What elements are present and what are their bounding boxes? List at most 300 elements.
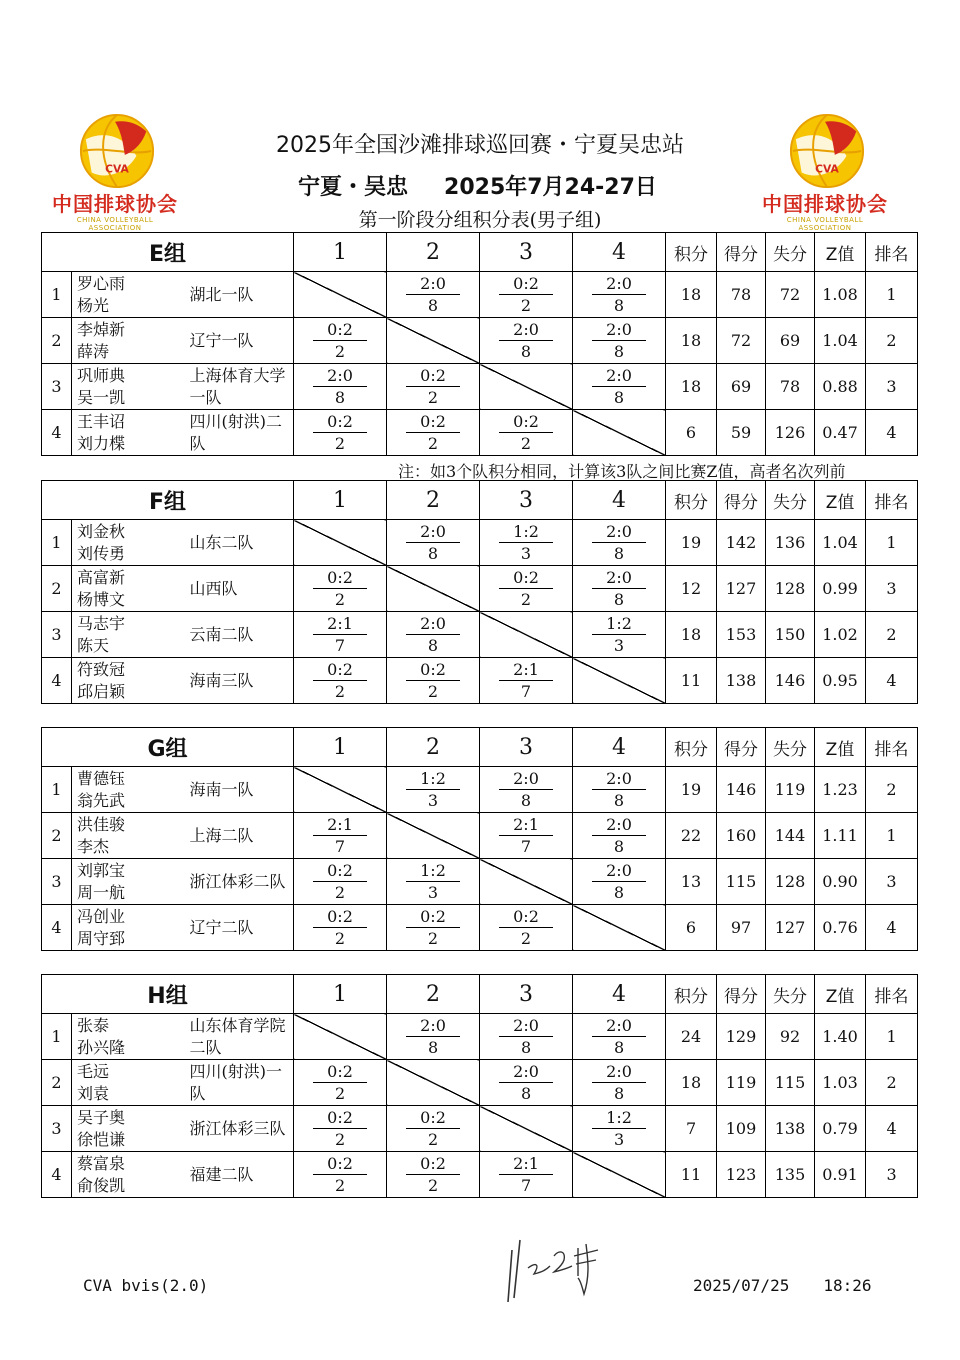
match-result [387,658,480,704]
player-2: 吴一凯 [77,387,126,407]
opponent-col-header: 4 [573,728,666,767]
table-row [42,1014,918,1060]
handwritten-signature [498,1220,628,1310]
table-row [42,1106,918,1152]
set-score: 0:2 [313,567,367,589]
opponent-col-header: 4 [573,975,666,1014]
player-2: 李杰 [77,836,110,856]
opponent-col-header: 2 [387,728,480,767]
player-names [72,566,190,612]
opponent-col-header: 4 [573,233,666,272]
seed-number: 2 [42,566,72,612]
match-points: 8 [520,342,532,361]
stat-scored: 160 [717,813,766,859]
cva-badge-text: CVA [815,162,839,176]
stat-points: 18 [666,318,717,364]
match-points: 3 [427,883,439,902]
stat-col-header-points: 积分 [666,481,717,520]
seed-number: 2 [42,813,72,859]
set-score: 2:0 [592,814,646,836]
stat-points: 7 [666,1106,717,1152]
software-version: CVA bvis(2.0) [83,1276,209,1295]
stat-scored: 109 [717,1106,766,1152]
group-table [41,974,918,1198]
team-name: 四川(射洪)一队 [190,1060,294,1106]
stat-col-header-z: Z值 [815,728,866,767]
team-name: 山东二队 [190,520,294,566]
stat-points: 24 [666,1014,717,1060]
set-score: 2:0 [499,768,553,790]
match-points: 2 [334,590,346,609]
seed-number: 2 [42,1060,72,1106]
stat-lost: 136 [766,520,815,566]
match-result [480,905,573,951]
match-result [294,905,387,951]
set-score: 0:2 [406,906,460,928]
stat-scored: 138 [717,658,766,704]
match-points: 8 [613,1084,625,1103]
stat-rank: 3 [866,859,918,905]
match-points: 7 [334,636,346,655]
set-score: 2:0 [592,1015,646,1037]
set-score: 0:2 [313,1107,367,1129]
page-title: 2025年全国沙滩排球巡回赛・宁夏吴忠站 [276,133,684,158]
stat-scored: 142 [717,520,766,566]
match-result [480,1152,573,1198]
match-result [294,658,387,704]
stat-points: 19 [666,520,717,566]
print-time: 18:26 [823,1276,872,1295]
stat-lost: 146 [766,658,815,704]
self-match-cell [480,364,573,410]
player-1: 高富新 [77,567,126,587]
stat-col-header-rank: 排名 [866,728,918,767]
table-row [42,1060,918,1106]
player-1: 蔡富泉 [77,1153,126,1173]
stat-rank: 4 [866,410,918,456]
match-points: 2 [334,883,346,902]
set-score: 2:1 [499,659,553,681]
stat-rank: 2 [866,1060,918,1106]
set-score: 0:2 [406,1107,460,1129]
stat-col-header-lost: 失分 [766,728,815,767]
opponent-col-header: 2 [387,233,480,272]
stat-points: 11 [666,658,717,704]
stat-lost: 92 [766,1014,815,1060]
self-match-cell [294,767,387,813]
player-2: 薛涛 [77,341,110,361]
stat-rank: 2 [866,318,918,364]
group-table [41,480,918,704]
match-points: 8 [613,388,625,407]
logo-name-en: CHINA VOLLEYBALL ASSOCIATION [76,216,154,232]
match-result [294,1152,387,1198]
stat-z: 1.04 [815,318,866,364]
seed-number: 3 [42,1106,72,1152]
set-score: 2:0 [406,1015,460,1037]
match-points: 2 [334,929,346,948]
set-score: 0:2 [499,567,553,589]
self-match-cell [294,1014,387,1060]
set-score: 0:2 [313,1061,367,1083]
match-points: 2 [427,929,439,948]
stat-rank: 4 [866,658,918,704]
match-points: 2 [334,342,346,361]
player-names [72,364,190,410]
stat-col-header-z: Z值 [815,233,866,272]
player-names [72,1014,190,1060]
match-result [294,364,387,410]
team-name: 辽宁二队 [190,905,294,951]
stat-points: 18 [666,364,717,410]
table-row [42,410,918,456]
stat-z: 1.23 [815,767,866,813]
seed-number: 3 [42,364,72,410]
match-points: 8 [520,791,532,810]
set-score: 2:1 [499,1153,553,1175]
self-match-cell [294,272,387,318]
set-score: 2:0 [406,521,460,543]
match-points: 8 [520,1084,532,1103]
stat-col-header-scored: 得分 [717,975,766,1014]
match-points: 2 [334,434,346,453]
self-match-cell [573,905,666,951]
match-result [294,859,387,905]
match-points: 7 [520,837,532,856]
stat-lost: 128 [766,859,815,905]
stat-points: 11 [666,1152,717,1198]
seed-number: 1 [42,767,72,813]
group-name: E组 [42,233,294,272]
stat-points: 6 [666,905,717,951]
match-result [480,767,573,813]
match-points: 3 [427,791,439,810]
cva-badge-text: CVA [105,162,129,176]
opponent-col-header: 3 [480,728,573,767]
player-names [72,658,190,704]
self-match-cell [573,658,666,704]
team-name: 湖北一队 [190,272,294,318]
player-1: 王丰诏 [77,411,126,431]
match-result [573,364,666,410]
stat-col-header-scored: 得分 [717,728,766,767]
stat-rank: 3 [866,566,918,612]
group-table [41,727,918,951]
match-points: 2 [334,1130,346,1149]
stat-scored: 69 [717,364,766,410]
player-names [72,1060,190,1106]
stat-rank: 1 [866,520,918,566]
match-points: 2 [520,296,532,315]
match-result [573,612,666,658]
event-date: 2025年7月24-27日 [444,175,657,200]
stat-rank: 2 [866,767,918,813]
stat-scored: 97 [717,905,766,951]
match-result [480,410,573,456]
group-table [41,232,918,456]
set-score: 2:0 [406,273,460,295]
seed-number: 4 [42,1152,72,1198]
set-score: 0:2 [499,411,553,433]
location-date-line [298,170,657,201]
self-match-cell [480,1106,573,1152]
self-match-cell [480,612,573,658]
set-score: 1:2 [499,521,553,543]
team-name: 上海二队 [190,813,294,859]
match-result [294,566,387,612]
table-row [42,272,918,318]
stat-lost: 126 [766,410,815,456]
player-2: 刘传勇 [77,543,126,563]
self-match-cell [387,1060,480,1106]
stat-lost: 135 [766,1152,815,1198]
stat-lost: 128 [766,566,815,612]
match-points: 2 [334,682,346,701]
self-match-cell [480,859,573,905]
match-points: 2 [427,1130,439,1149]
match-points: 2 [334,1176,346,1195]
stat-z: 1.08 [815,272,866,318]
set-score: 2:1 [313,613,367,635]
page-subtitle: 第一阶段分组积分表(男子组) [358,209,602,231]
player-1: 李焯新 [77,319,126,339]
player-1: 符致冠 [77,659,126,679]
stat-lost: 150 [766,612,815,658]
player-2: 俞俊凯 [77,1175,126,1195]
player-1: 冯创业 [77,906,126,926]
team-name: 辽宁一队 [190,318,294,364]
seed-number: 3 [42,612,72,658]
team-name: 四川(射洪)二队 [190,410,294,456]
seed-number: 1 [42,1014,72,1060]
match-points: 3 [613,636,625,655]
set-score: 2:0 [592,521,646,543]
team-name: 山东体育学院二队 [190,1014,294,1060]
set-score: 1:2 [592,1107,646,1129]
opponent-col-header: 4 [573,481,666,520]
player-names [72,905,190,951]
match-points: 8 [613,296,625,315]
match-points: 8 [613,883,625,902]
player-1: 巩师典 [77,365,126,385]
logo-name-cn: 中国排球协会 [762,192,888,216]
seed-number: 4 [42,905,72,951]
player-names [72,859,190,905]
seed-number: 1 [42,520,72,566]
match-result [387,364,480,410]
match-result [480,813,573,859]
set-score: 2:0 [592,365,646,387]
player-names [72,272,190,318]
player-1: 曹德钰 [77,768,126,788]
self-match-cell [387,813,480,859]
match-points: 8 [520,1038,532,1057]
team-name: 云南二队 [190,612,294,658]
stat-lost: 72 [766,272,815,318]
set-score: 0:2 [313,1153,367,1175]
table-row [42,1152,918,1198]
match-points: 7 [520,682,532,701]
seed-number: 2 [42,318,72,364]
stat-z: 0.88 [815,364,866,410]
match-points: 2 [427,1176,439,1195]
stat-points: 6 [666,410,717,456]
stat-z: 1.03 [815,1060,866,1106]
match-result [294,410,387,456]
stat-rank: 1 [866,813,918,859]
stat-scored: 129 [717,1014,766,1060]
set-score: 2:0 [592,567,646,589]
stat-z: 0.99 [815,566,866,612]
stat-scored: 59 [717,410,766,456]
table-row [42,905,918,951]
stat-col-header-points: 积分 [666,233,717,272]
seed-number: 3 [42,859,72,905]
team-name: 浙江体彩三队 [190,1106,294,1152]
player-1: 刘金秋 [77,521,126,541]
stat-col-header-lost: 失分 [766,233,815,272]
stat-col-header-points: 积分 [666,728,717,767]
stat-z: 1.02 [815,612,866,658]
match-points: 2 [427,682,439,701]
stat-col-header-z: Z值 [815,975,866,1014]
stat-lost: 144 [766,813,815,859]
stat-z: 0.47 [815,410,866,456]
match-result [387,612,480,658]
player-2: 杨博文 [77,589,126,609]
logo-name-en: CHINA VOLLEYBALL ASSOCIATION [786,216,864,232]
player-1: 罗心雨 [77,273,126,293]
set-score: 0:2 [499,906,553,928]
match-points: 8 [427,544,439,563]
stat-rank: 1 [866,272,918,318]
match-result [480,566,573,612]
player-2: 陈天 [77,635,110,655]
set-score: 2:0 [592,319,646,341]
stat-scored: 127 [717,566,766,612]
match-points: 2 [520,929,532,948]
player-names [72,767,190,813]
group-name: F组 [42,481,294,520]
player-2: 邱启颖 [77,681,126,701]
player-names [72,318,190,364]
stat-lost: 127 [766,905,815,951]
stat-points: 18 [666,272,717,318]
player-1: 刘郭宝 [77,860,126,880]
stat-rank: 4 [866,905,918,951]
stat-col-header-rank: 排名 [866,233,918,272]
match-points: 2 [427,388,439,407]
set-score: 2:0 [592,768,646,790]
match-points: 8 [613,342,625,361]
match-result [573,1106,666,1152]
player-2: 刘力楪 [77,433,126,453]
stat-points: 22 [666,813,717,859]
match-result [480,1060,573,1106]
player-names [72,612,190,658]
opponent-col-header: 1 [294,975,387,1014]
set-score: 2:0 [406,613,460,635]
match-points: 8 [613,837,625,856]
stat-z: 0.79 [815,1106,866,1152]
table-row [42,364,918,410]
match-result [387,272,480,318]
team-name: 海南一队 [190,767,294,813]
player-names [72,410,190,456]
team-name: 山西队 [190,566,294,612]
table-row [42,612,918,658]
match-result [573,272,666,318]
stat-points: 12 [666,566,717,612]
set-score: 0:2 [406,659,460,681]
set-score: 0:2 [313,860,367,882]
match-result [480,658,573,704]
group-name: H组 [42,975,294,1014]
player-names [72,520,190,566]
set-score: 0:2 [406,365,460,387]
team-name: 海南三队 [190,658,294,704]
opponent-col-header: 2 [387,975,480,1014]
match-points: 8 [613,791,625,810]
stat-rank: 3 [866,1152,918,1198]
set-score: 2:0 [499,1061,553,1083]
stat-z: 0.76 [815,905,866,951]
stat-lost: 138 [766,1106,815,1152]
stat-col-header-scored: 得分 [717,481,766,520]
match-result [387,767,480,813]
player-1: 马志宇 [77,613,126,633]
match-points: 8 [613,544,625,563]
seed-number: 1 [42,272,72,318]
self-match-cell [573,410,666,456]
player-1: 吴子奥 [77,1107,126,1127]
match-result [573,767,666,813]
table-row [42,658,918,704]
match-points: 2 [520,590,532,609]
match-result [573,859,666,905]
stat-col-header-z: Z值 [815,481,866,520]
set-score: 0:2 [313,659,367,681]
table-row [42,520,918,566]
table-row [42,566,918,612]
stat-points: 19 [666,767,717,813]
seed-number: 4 [42,410,72,456]
player-names [72,813,190,859]
stat-points: 13 [666,859,717,905]
stat-scored: 115 [717,859,766,905]
table-row [42,767,918,813]
match-result [387,905,480,951]
print-datetime [693,1276,872,1295]
set-score: 1:2 [406,860,460,882]
match-points: 8 [427,636,439,655]
match-result [294,1060,387,1106]
stat-scored: 153 [717,612,766,658]
match-result [294,318,387,364]
self-match-cell [387,566,480,612]
logo-name-cn: 中国排球协会 [52,192,178,216]
player-2: 周一航 [77,882,126,902]
stat-lost: 119 [766,767,815,813]
stat-col-header-scored: 得分 [717,233,766,272]
set-score: 0:2 [499,273,553,295]
stat-col-header-rank: 排名 [866,975,918,1014]
stat-z: 0.95 [815,658,866,704]
match-result [573,1060,666,1106]
match-points: 8 [613,1038,625,1057]
team-name: 浙江体彩二队 [190,859,294,905]
player-2: 刘袁 [77,1083,110,1103]
